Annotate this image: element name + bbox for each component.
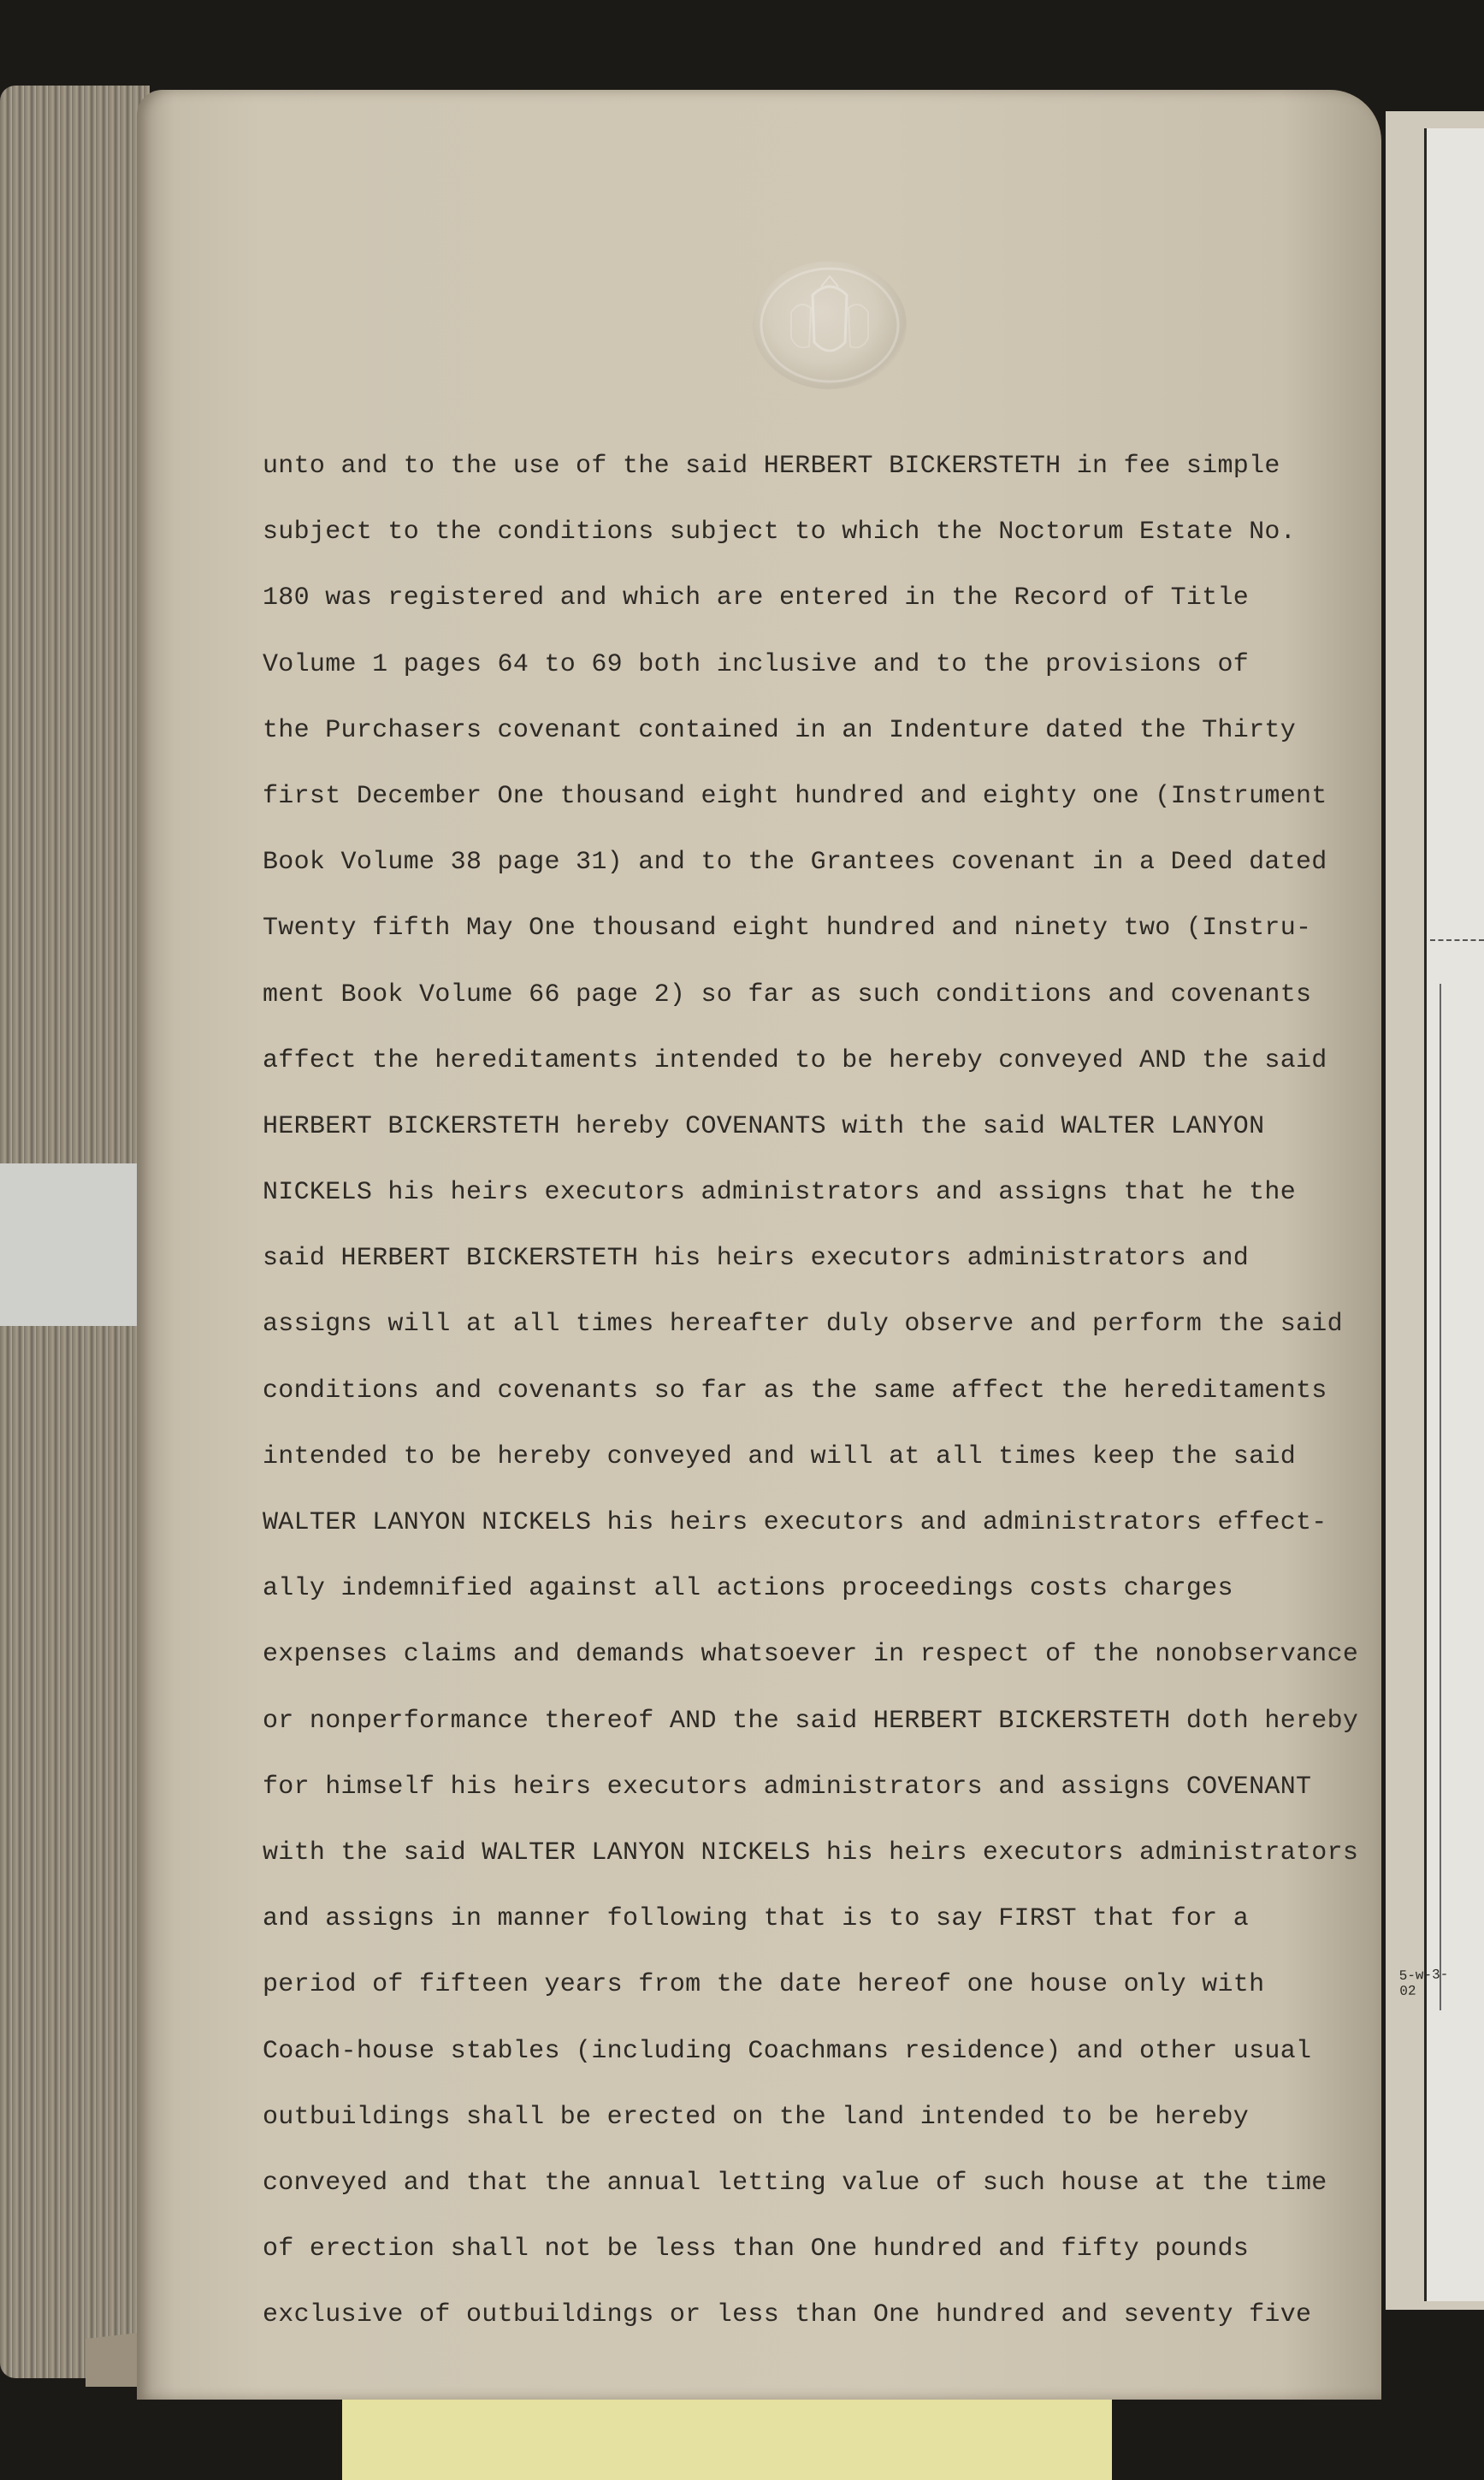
seal-crest-graphic [753, 261, 907, 389]
text-line: assigns will at all times hereafter duly observe and perform the said [263, 1310, 1343, 1340]
text-line: WALTER LANYON NICKELS his heirs executors and administrators effect- [263, 1508, 1327, 1537]
text-line: Volume 1 pages 64 to 69 both inclusive and to the provisions of [263, 649, 1250, 679]
text-line: intended to be hereby conveyed and will at all times keep the said [263, 1441, 1296, 1471]
text-line: with the said WALTER LANYON NICKELS his heirs executors administrators [263, 1838, 1359, 1867]
embossed-seal-icon [753, 261, 907, 389]
text-line: exclusive of outbuildings or less than One hundred and seventy five [263, 2300, 1312, 2330]
text-line: affect the hereditaments intended to be hereby conveyed AND the said [263, 1045, 1327, 1075]
text-line: unto and to the use of the said HERBERT BICKERSTETH in fee simple [263, 452, 1280, 481]
left-page-tab [0, 1163, 137, 1326]
text-line: first December One thousand eight hundred and eighty one (Instrument [263, 781, 1327, 811]
text-line: said HERBERT BICKERSTETH his heirs executors administrators and [263, 1244, 1250, 1274]
text-line: period of fifteen years from the date hereof one house only with [263, 1970, 1265, 2000]
text-line: of erection shall not be less than One hundred and fifty pounds [263, 2234, 1250, 2264]
text-line: NICKELS his heirs executors administrators and assigns that he the [263, 1178, 1296, 1208]
text-line: 180 was registered and which are entered in the Record of Title [263, 583, 1250, 613]
text-line: Book Volume 38 page 31) and to the Grantees covenant in a Deed dated [263, 848, 1327, 878]
adjacent-sheet-boundary-line [1440, 984, 1441, 2010]
text-line: subject to the conditions subject to which the Noctorum Estate No. [263, 518, 1296, 547]
text-line: or nonperformance thereof AND the said HERBERT BICKERSTETH doth hereby [263, 1706, 1359, 1736]
text-line: expenses claims and demands whatsoever in respect of the nonobservance [263, 1640, 1359, 1670]
text-line: the Purchasers covenant contained in an Indenture dated the Thirty [263, 715, 1296, 745]
text-line: ally indemnified against all actions proceedings costs charges [263, 1574, 1233, 1604]
text-line: conveyed and that the annual letting value of such house at the time [263, 2168, 1327, 2198]
text-line: and assigns in manner following that is to say FIRST that for a [263, 1904, 1250, 1934]
typed-text-block [263, 441, 1383, 2355]
text-line: outbuildings shall be erected on the land intended to be hereby [263, 2102, 1250, 2132]
text-line: Twenty fifth May One thousand eight hundred and ninety two (Instru- [263, 914, 1312, 944]
text-line: Coach-house stables (including Coachmans residence) and other usual [263, 2036, 1312, 2066]
text-line: ment Book Volume 66 page 2) so far as such conditions and covenants [263, 980, 1312, 1009]
text-line: conditions and covenants so far as the same affect the hereditaments [263, 1376, 1327, 1406]
text-line: for himself his heirs executors administrators and assigns COVENANT [263, 1772, 1312, 1802]
text-line: HERBERT BICKERSTETH hereby COVENANTS with the said WALTER LANYON [263, 1111, 1265, 1141]
adjacent-sheet-label: 5-w-3-02 [1398, 1967, 1449, 2000]
adjacent-sheet-dashed-line [1430, 939, 1484, 941]
